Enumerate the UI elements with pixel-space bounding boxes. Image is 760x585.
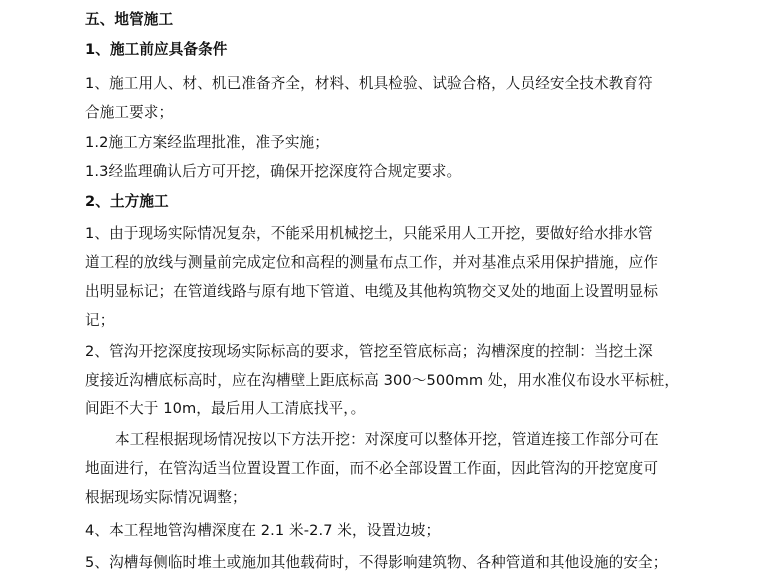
paragraph-line: 1、由于现场实际情况复杂，不能采用机械挖土，只能采用人工开挖，要做好给水排水管 [85, 225, 653, 242]
paragraph-line: 道工程的放线与测量前完成定位和高程的测量布点工作，并对基准点采用保护措施，应作 [85, 254, 659, 271]
subsection-heading: 1、施工前应具备条件 [85, 41, 228, 58]
paragraph-line: 2、管沟开挖深度按现场实际标高的要求，管挖至管底标高；沟槽深度的控制：当挖土深 [85, 343, 653, 360]
paragraph-line: 合施工要求； [85, 104, 174, 121]
paragraph-line: 记； [85, 312, 115, 329]
paragraph-line: 本工程根据现场情况按以下方法开挖：对深度可以整体开挖，管道连接工作部分可在 [115, 431, 659, 448]
section-title: 五、地管施工 [85, 11, 174, 28]
paragraph-line: 间距不大于 10m，最后用人工清底找平，。 [85, 400, 366, 417]
paragraph-line: 出明显标记；在管道线路与原有地下管道、电缆及其他构筑物交叉处的地面上设置明显标 [85, 283, 659, 300]
paragraph-line: 1、施工用人、材、机已准备齐全，材料、机具检验、试验合格，人员经安全技术教育符 [85, 75, 653, 92]
subsection-heading: 2、土方施工 [85, 193, 169, 210]
paragraph-line: 1.3经监理确认后方可开挖，确保开挖深度符合规定要求。 [85, 163, 462, 180]
paragraph-line: 地面进行，在管沟适当位置设置工作面，而不必全部设置工作面，因此管沟的开挖宽度可 [85, 460, 659, 477]
paragraph-line: 4、本工程地管沟槽深度在 2.1 米-2.7 米，设置边坡； [85, 522, 441, 539]
paragraph-line: 5、沟槽每侧临时堆土或施加其他载荷时，不得影响建筑物、各种管道和其他设施的安全； [85, 554, 668, 571]
paragraph-line: 度接近沟槽底标高时，应在沟槽壁上距底标高 300～500mm 处，用水准仪布设水平标桩， [85, 372, 680, 389]
paragraph-line: 1.2施工方案经监理批准，准予实施； [85, 134, 329, 151]
paragraph-line: 根据现场实际情况调整； [85, 489, 247, 506]
